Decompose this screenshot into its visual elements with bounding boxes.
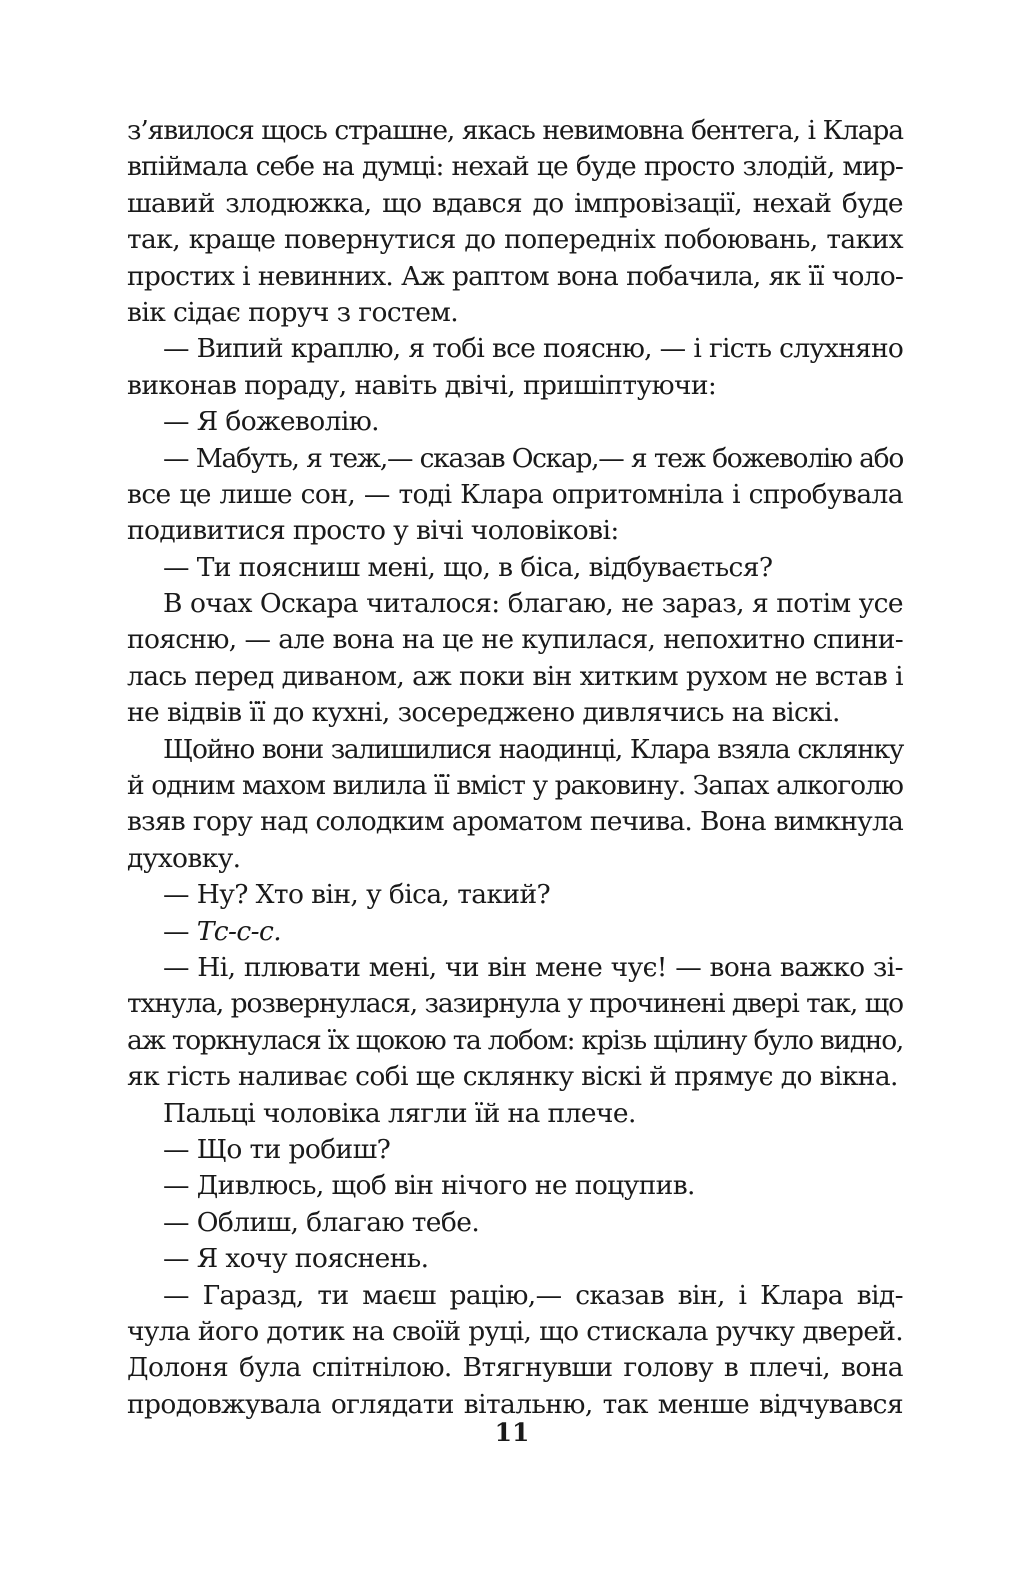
text-line: Долоня була спітнілою. Втягнувши голову в плечі, вона bbox=[127, 1352, 903, 1384]
text-line: тхнула, розвернулася, зазирнула у прочинені двері так, що bbox=[127, 988, 903, 1020]
text-line: лась перед диваном, аж поки він хитким рухом не встав і bbox=[127, 660, 903, 692]
text-line: — Мабуть, я теж,— сказав Оскар,— я теж божеволію або bbox=[163, 442, 903, 474]
text-line: — Гаразд, ти маєш рацію,— сказав він, і Клара від- bbox=[163, 1279, 903, 1311]
text-line: — Ні, плювати мені, чи він мене чує! — вона важко зі- bbox=[163, 951, 903, 983]
text-line bbox=[127, 914, 903, 950]
text-line: як гість наливає собі ще склянку віскі й прямує до вікна. bbox=[127, 1061, 898, 1093]
text-line: чула його дотик на своїй руці, що стискала ручку дверей. bbox=[127, 1315, 903, 1347]
body-text bbox=[127, 113, 903, 1423]
text-line: аж торкнулася їх щокою та лобом: крізь щілину було видно, bbox=[127, 1024, 903, 1056]
text-line: все це лише сон, — тоді Клара опритомніла і спробувала bbox=[127, 478, 903, 510]
text-line: виконав пораду, навіть двічі, пришіптуючи: bbox=[127, 369, 717, 401]
text-line: — Ти поясниш мені, що, в біса, відбувається? bbox=[163, 551, 773, 583]
text-line: й одним махом вилила її вміст у раковину. Запах алкоголю bbox=[127, 770, 903, 802]
text-line: — Облиш, благаю тебе. bbox=[163, 1206, 480, 1238]
text-line-lead: — bbox=[163, 915, 197, 947]
text-line: взяв гору над солодким ароматом печива. Вона вимкнула bbox=[127, 806, 903, 838]
text-line: — Дивлюсь, щоб він нічого не поцупив. bbox=[163, 1170, 695, 1202]
text-line: — Я божеволію. bbox=[163, 406, 379, 438]
text-line: так, краще повернутися до попередніх побоювань, таких bbox=[127, 224, 903, 256]
text-line: впіймала себе на думці: нехай це буде просто злодій, мир- bbox=[127, 151, 903, 183]
page-number: 11 bbox=[494, 1418, 530, 1447]
text-line: вік сідає поруч з гостем. bbox=[127, 296, 459, 328]
text-line: Щойно вони залишилися наодинці, Клара взяла склянку bbox=[163, 733, 903, 765]
text-line: шавий злодюжка, що вдався до імпровізації, нехай буде bbox=[127, 187, 903, 219]
text-line: Пальці чоловіка лягли їй на плече. bbox=[163, 1097, 636, 1129]
text-line: — Я хочу пояснень. bbox=[163, 1243, 429, 1275]
text-line: продовжувала оглядати вітальню, так менше відчувався bbox=[127, 1388, 903, 1420]
text-line-italic: Тс-с-с. bbox=[196, 915, 282, 947]
text-line: — Випий краплю, я тобі все поясню, — і гість слухняно bbox=[163, 333, 903, 365]
text-line: — Ну? Хто він, у біса, такий? bbox=[163, 879, 551, 911]
text-line: подивитися просто у вічі чоловікові: bbox=[127, 515, 619, 547]
text-line: з’явилося щось страшне, якась невимовна бентега, і Клара bbox=[127, 115, 903, 146]
text-line: — Що ти робиш? bbox=[163, 1133, 391, 1165]
text-line: В очах Оскара читалося: благаю, не зараз, я потім усе bbox=[163, 588, 903, 620]
text-line: простих і невинних. Аж раптом вона побачила, як її чоло- bbox=[127, 260, 903, 292]
text-line: поясню, — але вона на це не купилася, непохитно спини- bbox=[127, 624, 903, 656]
text-line: не відвів її до кухні, зосереджено дивлячись на віскі. bbox=[127, 697, 840, 729]
text-line: духовку. bbox=[127, 842, 241, 874]
